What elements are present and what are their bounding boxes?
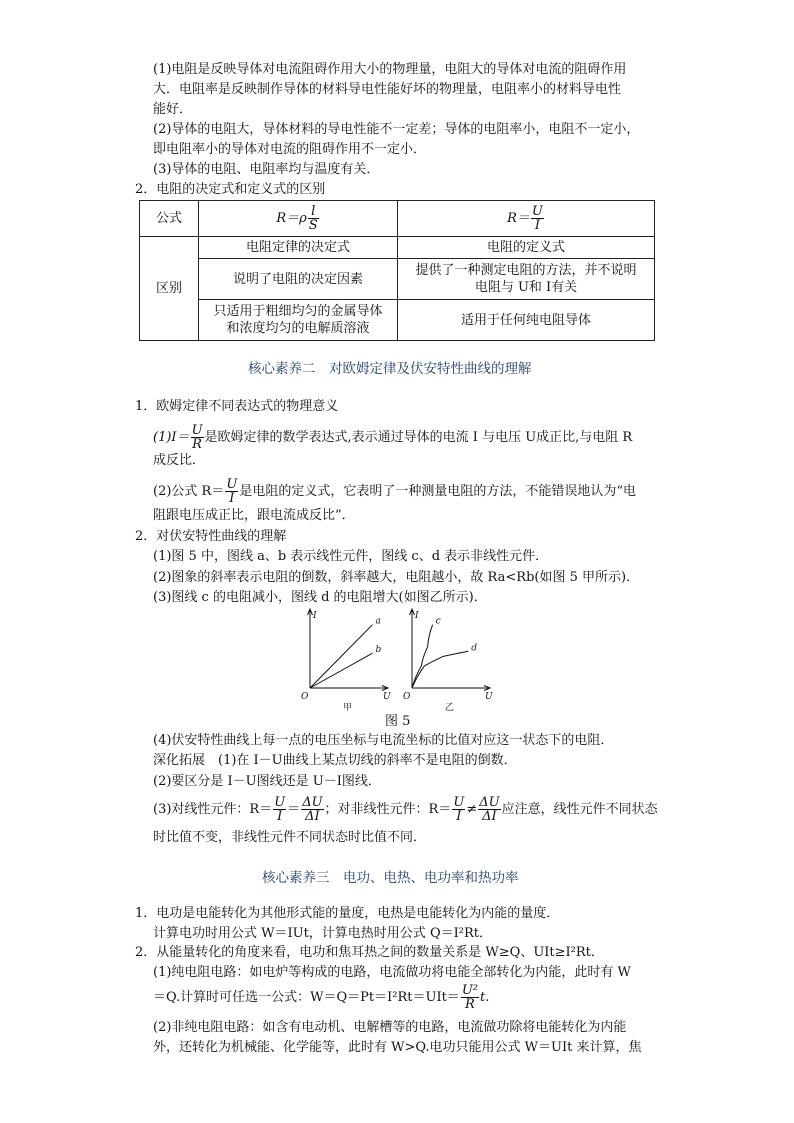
power-line-2: 计算电功时用公式 W＝IUt，计算电热时用公式 Q＝I²Rt． bbox=[153, 926, 492, 941]
table-cell: 公式 bbox=[140, 201, 199, 237]
ohm-title-1: 1．欧姆定律不同表达式的物理意义 bbox=[135, 399, 339, 414]
cell-line: 电阻与 U和 I有关 bbox=[474, 280, 578, 295]
chart-title: 乙 bbox=[445, 703, 455, 712]
numerator: U bbox=[531, 204, 543, 219]
line-text: t. bbox=[479, 990, 490, 1005]
extension-line-1: 深化拓展 (1)在 I－U曲线上某点切线的斜率不是电阻的倒数． bbox=[153, 753, 517, 768]
denominator: ΔI bbox=[305, 809, 320, 824]
va-line-2: (2)图象的斜率表示电阻的倒数，斜率越大，电阻越小，故 Ra<Rb(如图 5 甲所示)． bbox=[153, 570, 640, 585]
table-header-row bbox=[140, 201, 655, 237]
intro-line-4: (2)导体的电阻大，导体材料的导电性能不一定差；导体的电阻率小，电阻不一定小， bbox=[153, 122, 640, 137]
line-text: ＝Q.计算时可任选一公式：W＝Q＝Pt＝I²Rt＝UIt＝ bbox=[153, 990, 460, 1005]
line-text: 应注意，线性元件不同状态 bbox=[501, 802, 658, 817]
series-line-b bbox=[310, 653, 373, 688]
denominator: R bbox=[465, 997, 475, 1012]
power-line-7: 外，还转化为机械能、化学能等，此时有 W>Q.电功只能用公式 W＝UIt 来计算，焦 bbox=[153, 1040, 642, 1055]
formula-prefix: R＝ρ bbox=[276, 211, 307, 226]
intro-line-1: (1)电阻是反映导体对电流阻碍作用大小的物理量，电阻大的导体对电流的阻碍作用 bbox=[153, 62, 627, 77]
cell-line: 和浓度均匀的电解质溶液 bbox=[226, 321, 370, 336]
fraction bbox=[308, 205, 319, 232]
power-line-6: (2)非纯电阻电路：如含有电动机、电解槽等的电路，电流做功除将电能转化为内能 bbox=[153, 1020, 627, 1035]
origin-label: O bbox=[301, 692, 309, 702]
chart-title: 甲 bbox=[343, 703, 353, 712]
denominator: I bbox=[277, 809, 283, 824]
denominator: I bbox=[229, 491, 235, 506]
denominator: S bbox=[308, 218, 318, 233]
table-cell bbox=[199, 300, 398, 341]
extension-line-2: (2)要区分是 I－U图线还是 U－I图线． bbox=[153, 774, 381, 789]
fraction bbox=[225, 478, 238, 505]
fraction bbox=[301, 796, 323, 823]
x-axis-label: U bbox=[383, 692, 391, 702]
fraction bbox=[273, 796, 286, 823]
intro-line-6: (3)导体的电阻、电阻率均与温度有关． bbox=[153, 162, 380, 177]
numerator: l bbox=[308, 205, 319, 219]
power-line-1: 1．电功是电能转化为其他形式能的量度，电热是电能转化为内能的量度． bbox=[135, 906, 560, 921]
denominator: I bbox=[456, 809, 462, 824]
section-heading-3: 核心素养三 电功、电热、电功率和热功率 bbox=[262, 870, 519, 886]
formula-prefix: R＝ bbox=[507, 211, 530, 226]
numerator: U² bbox=[461, 983, 478, 998]
series-line-c bbox=[412, 625, 433, 688]
numerator: U bbox=[274, 795, 286, 810]
series-label-c: c bbox=[435, 616, 441, 627]
line-text: ；对非线性元件：R＝ bbox=[324, 802, 452, 817]
origin-label: O bbox=[403, 692, 411, 702]
intro-line-5: 即电阻率小的导体对电流的阻碍作用不一定小． bbox=[153, 142, 427, 157]
line-text: ＝ bbox=[287, 802, 301, 817]
intro-line-3: 能好． bbox=[153, 102, 193, 117]
ohm-line-2 bbox=[153, 478, 636, 506]
table-cell bbox=[398, 201, 655, 237]
section-2-title: 2．电阻的决定式和定义式的区别 bbox=[135, 182, 326, 197]
chart-yi bbox=[400, 606, 502, 712]
table-cell bbox=[398, 259, 655, 300]
table-row bbox=[140, 237, 655, 259]
fraction bbox=[478, 796, 500, 823]
series-line-d bbox=[412, 651, 468, 688]
series-label-d: d bbox=[471, 643, 478, 654]
va-line-3: (3)图线 c 的电阻减小，图线 d 的电阻增大(如图乙所示)． bbox=[153, 590, 487, 605]
power-line-4: (1)纯电阻电路：如电炉等构成的电路，电流做功将电能全部转化为内能，此时有 W bbox=[153, 965, 631, 980]
denominator: ΔI bbox=[482, 809, 497, 824]
ohm-line-1 bbox=[153, 424, 632, 452]
numerator: U bbox=[226, 477, 238, 492]
table-cell: 电阻的定义式 bbox=[398, 237, 655, 259]
y-axis-label: I bbox=[313, 611, 317, 621]
y-axis-label: I bbox=[415, 611, 419, 621]
fraction bbox=[452, 796, 465, 823]
table-cell bbox=[199, 201, 398, 237]
numerator: ΔU bbox=[302, 795, 323, 810]
figure-caption: 图 5 bbox=[385, 714, 411, 729]
line-text: 是电阻的定义式，它表明了一种测量电阻的方法，不能错误地认为“电 bbox=[239, 484, 636, 499]
table-row bbox=[140, 259, 655, 300]
ohm-line-1b: 成反比． bbox=[153, 453, 206, 468]
ohm-line-2b: 阻跟电压成正比，跟电流成反比”． bbox=[153, 508, 355, 523]
table-cell: 说明了电阻的决定因素 bbox=[199, 259, 398, 300]
section-heading-2: 核心素养二 对欧姆定律及伏安特性曲线的理解 bbox=[248, 361, 532, 377]
cell-line: 只适用于粗细均匀的金属导体 bbox=[213, 304, 383, 319]
va-line-4: (4)伏安特性曲线上每一点的电压坐标与电流坐标的比值对应这一状态下的电阻． bbox=[153, 733, 614, 748]
ohm-title-2: 2．对伏安特性曲线的理解 bbox=[135, 529, 287, 544]
line-text: ≠ bbox=[466, 802, 478, 817]
formula-prefix: (1)I＝ bbox=[153, 430, 190, 445]
series-label-a: a bbox=[375, 616, 381, 627]
comparison-table bbox=[139, 200, 655, 341]
cell-line: 提供了一种测定电阻的方法，并不说明 bbox=[415, 263, 637, 278]
numerator: U bbox=[453, 795, 465, 810]
denominator: I bbox=[534, 218, 540, 233]
series-label-b: b bbox=[375, 645, 382, 656]
table-row bbox=[140, 300, 655, 341]
fraction bbox=[531, 205, 544, 232]
power-line-3: 2．从能量转化的角度来看，电功和焦耳热之间的数量关系是 W≥Q、UIt≥I²Rt． bbox=[135, 945, 604, 960]
formula-prefix: (2)公式 R＝ bbox=[153, 484, 225, 499]
table-cell: 区别 bbox=[140, 237, 199, 341]
line-text: 是欧姆定律的数学表达式,表示通过导体的电流 I 与电压 U成正比,与电阻 R bbox=[204, 430, 633, 445]
extension-line-4: 时比值不变，非线性元件不同状态时比值不同． bbox=[153, 830, 427, 845]
va-line-1: (1)图 5 中，图线 a、b 表示线性元件，图线 c、d 表示非线性元件． bbox=[153, 549, 549, 564]
chart-jia bbox=[298, 606, 400, 712]
table-cell: 电阻定律的决定式 bbox=[199, 237, 398, 259]
extension-line-3 bbox=[153, 795, 658, 825]
numerator: U bbox=[191, 423, 203, 438]
fraction bbox=[461, 984, 479, 1011]
line-text: (3)对线性元件：R＝ bbox=[153, 802, 273, 817]
denominator: R bbox=[192, 437, 202, 452]
power-line-5 bbox=[153, 984, 489, 1012]
x-axis-label: U bbox=[485, 692, 493, 702]
table-cell: 适用于任何纯电阻导体 bbox=[398, 300, 655, 341]
series-line-a bbox=[310, 625, 373, 688]
fraction bbox=[191, 424, 204, 451]
intro-line-2: 大．电阻率是反映制作导体的材料导电性能好坏的物理量，电阻率小的材料导电性 bbox=[153, 82, 622, 97]
numerator: ΔU bbox=[479, 795, 500, 810]
